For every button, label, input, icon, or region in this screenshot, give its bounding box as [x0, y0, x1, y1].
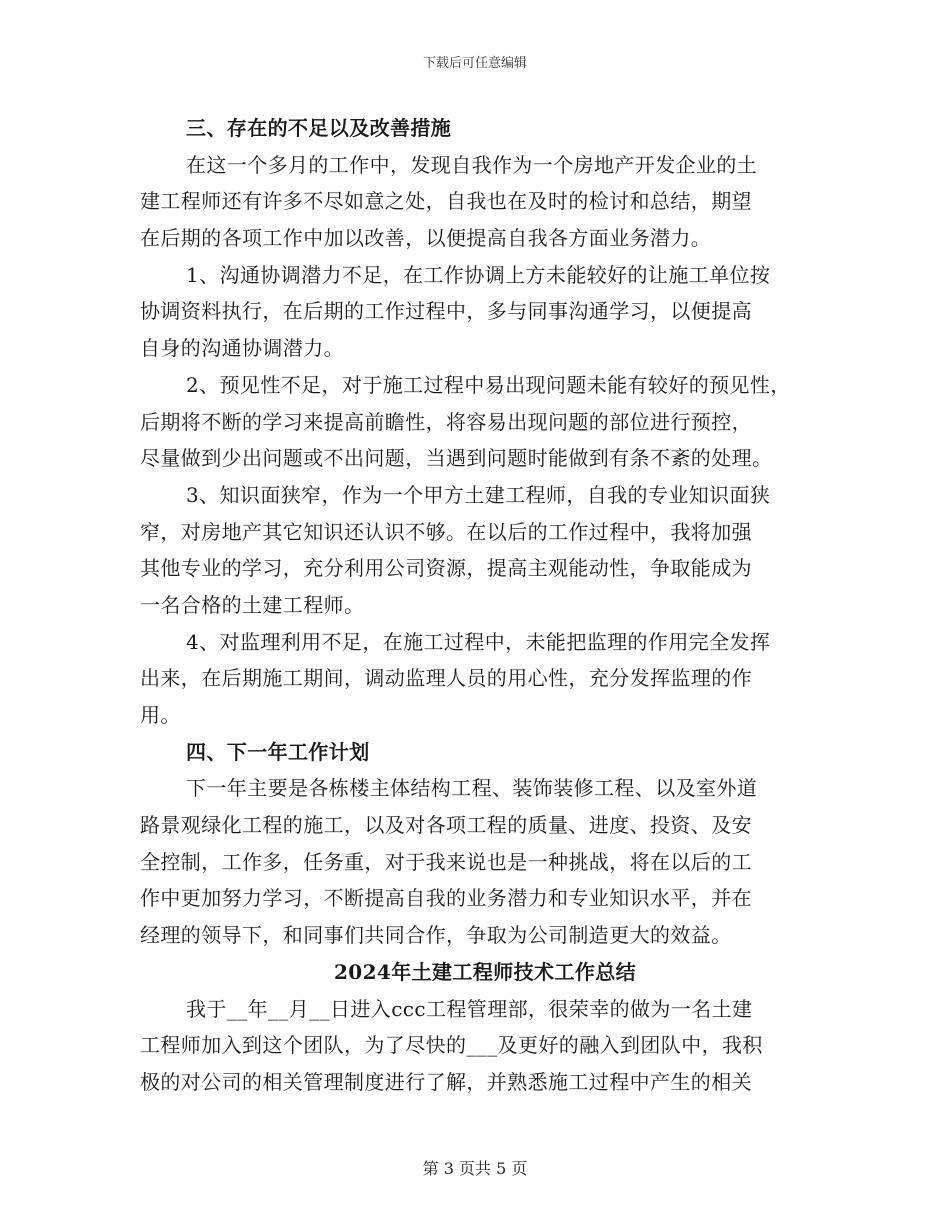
- paragraph-line: 经理的领导下，和同事们共同合作，争取为公司制造更大的效益。: [140, 923, 732, 948]
- page-number: 第 3 页共 5 页: [422, 1159, 528, 1178]
- document-title: 2024年土建工程师技术工作总结: [333, 959, 637, 984]
- paragraph-line: 窄，对房地产其它知识还认识不够。在以后的工作过程中，我将加强: [140, 519, 752, 544]
- paragraph-line: 其他专业的学习，充分利用公司资源，提高主观能动性，争取能成为: [140, 556, 752, 581]
- paragraph-line: 尽量做到少出问题或不出问题，当遇到问题时能做到有条不紊的处理。: [140, 446, 773, 471]
- section-heading: 三、存在的不足以及改善措施: [186, 116, 452, 140]
- paragraph-line: 作中更加努力学习，不断提高自我的业务潜力和专业知识水平，并在: [140, 886, 752, 911]
- paragraph-line: 3、知识面狭窄，作为一个甲方土建工程师，自我的专业知识面狭: [186, 482, 771, 507]
- paragraph-line: 全控制，工作多，任务重，对于我来说也是一种挑战，将在以后的工: [140, 849, 752, 874]
- paragraph-line: 路景观绿化工程的施工，以及对各项工程的质量、进度、投资、及安: [140, 813, 752, 838]
- paragraph-line: 用。: [140, 703, 181, 727]
- document-body: [140, 110, 830, 1101]
- paragraph-line: 自身的沟通协调潜力。: [140, 336, 344, 361]
- paragraph-line: 极的对公司的相关管理制度进行了解，并熟悉施工过程中产生的相关: [140, 1069, 752, 1094]
- paragraph-line: 出来，在后期施工期间，调动监理人员的用心性，充分发挥监理的作: [140, 666, 752, 691]
- paragraph-line: 1、沟通协调潜力不足，在工作协调上方未能较好的让施工单位按: [186, 262, 771, 287]
- paragraph-line: 2、预见性不足，对于施工过程中易出现问题未能有较好的预见性，: [186, 372, 791, 397]
- paragraph-line: 我于__年__月__日进入ccc工程管理部，很荣幸的做为一名土建: [186, 996, 753, 1021]
- paragraph-line: 工程师加入到这个团队，为了尽快的___及更好的融入到团队中，我积: [140, 1033, 763, 1058]
- paragraph-line: 后期将不断的学习来提高前瞻性，将容易出现问题的部位进行预控，: [140, 409, 752, 434]
- paragraph-line: 协调资料执行，在后期的工作过程中，多与同事沟通学习，以便提高: [140, 299, 752, 324]
- paragraph-line: 建工程师还有许多不尽如意之处，自我也在及时的检讨和总结，期望: [140, 189, 752, 214]
- paragraph-line: 一名合格的土建工程师。: [140, 592, 365, 617]
- paragraph-line: 在这一个多月的工作中，发现自我作为一个房地产开发企业的土: [186, 152, 758, 177]
- paragraph-line: 下一年主要是各栋楼主体结构工程、装饰装修工程、以及室外道: [186, 776, 758, 801]
- header-note: 下载后可任意编辑: [422, 56, 527, 71]
- section-heading: 四、下一年工作计划: [186, 739, 370, 764]
- paragraph-line: 4、对监理利用不足，在施工过程中，未能把监理的作用完全发挥: [186, 629, 771, 654]
- paragraph-line: 在后期的各项工作中加以改善，以便提高自我各方面业务潜力。: [140, 226, 712, 251]
